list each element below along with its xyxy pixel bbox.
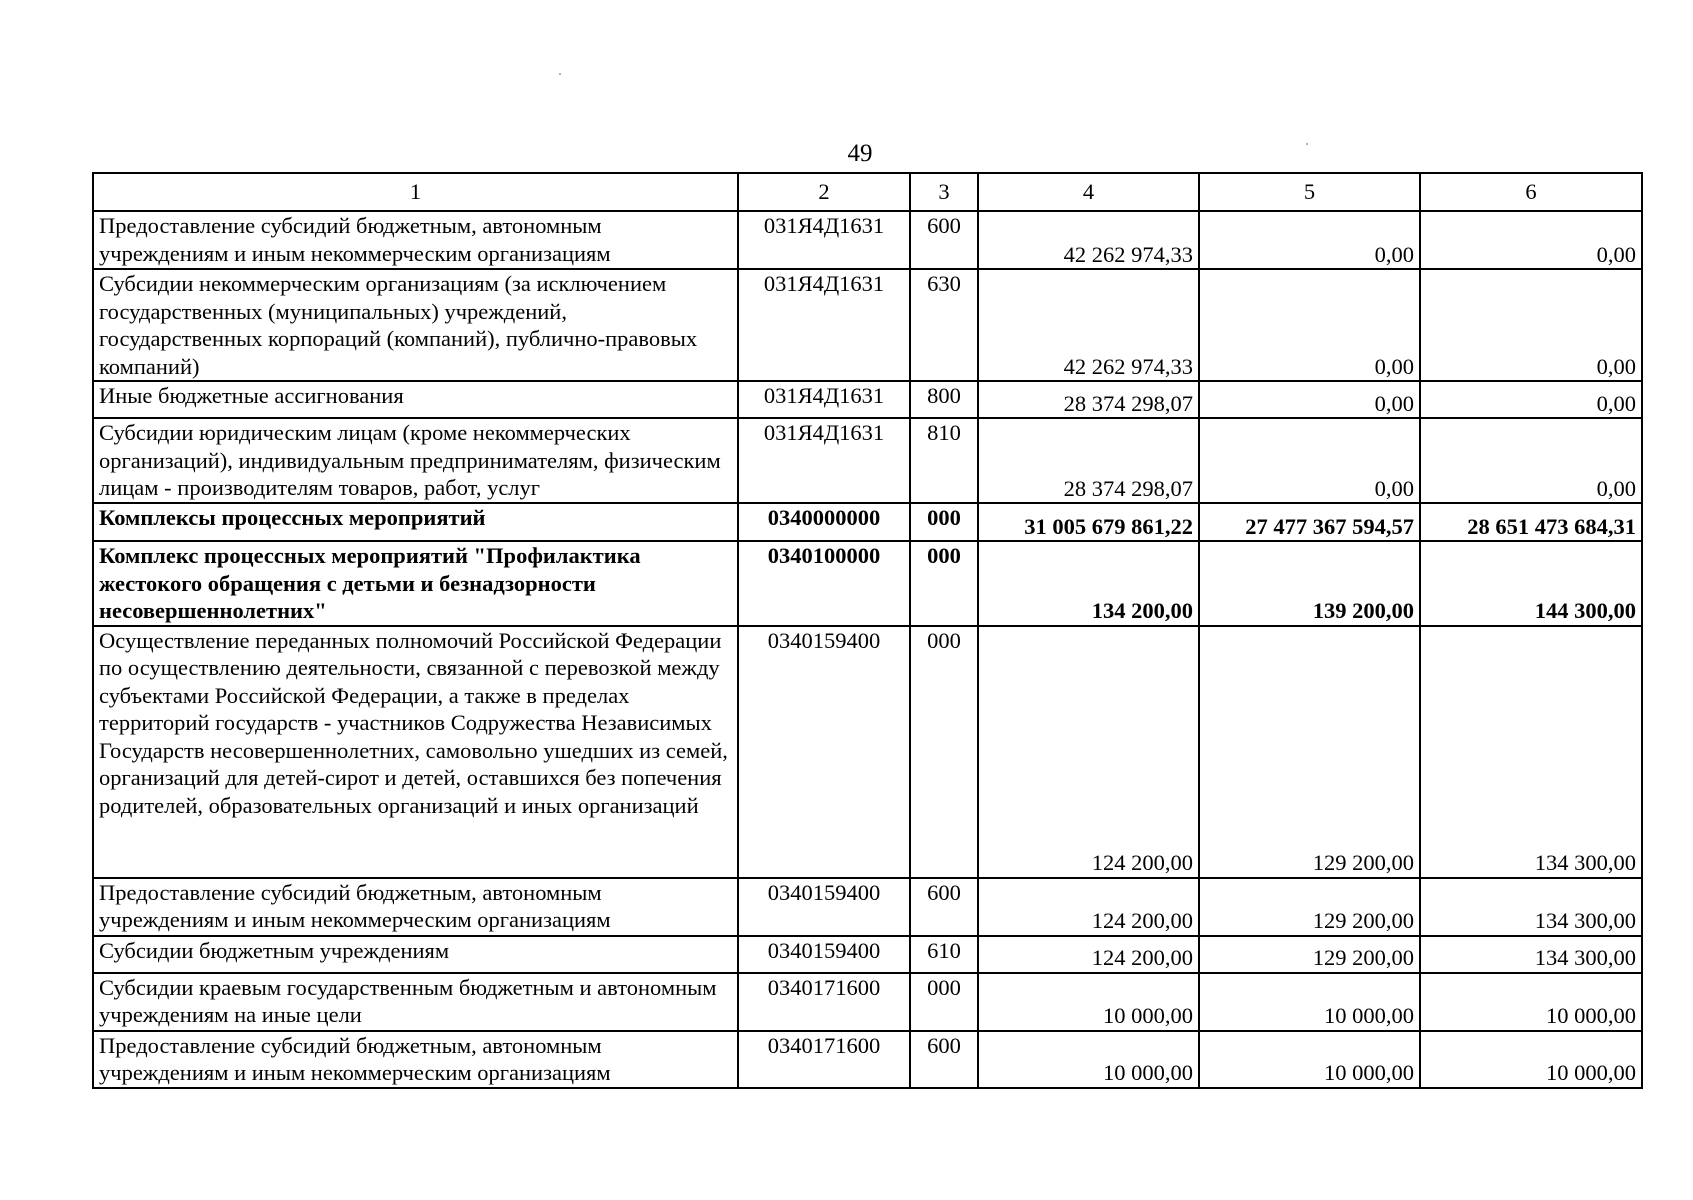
row-value-col6: 134 300,00 — [1420, 936, 1642, 973]
table-row — [93, 503, 1642, 541]
row-expense-type: 810 — [910, 418, 978, 503]
row-value-col6: 28 651 473 684,31 — [1420, 503, 1642, 541]
row-expense-type: 000 — [910, 503, 978, 541]
row-name: Предоставление субсидий бюджетным, автономным учреждениям и иным некоммерческим организациям — [93, 211, 738, 269]
row-expense-type: 610 — [910, 936, 978, 973]
column-header-5: 5 — [1199, 173, 1420, 211]
column-header-4: 4 — [978, 173, 1199, 211]
scan-speck — [559, 73, 561, 75]
row-value-col4: 42 262 974,33 — [978, 211, 1199, 269]
row-value-col4: 124 200,00 — [978, 936, 1199, 973]
row-value-col6: 144 300,00 — [1420, 541, 1642, 626]
row-target-code: 031Я4Д1631 — [738, 211, 910, 269]
page-number: 49 — [847, 140, 873, 167]
row-name: Предоставление субсидий бюджетным, автономным учреждениям и иным некоммерческим организациям — [93, 878, 738, 936]
table-row — [93, 541, 1642, 626]
table-row — [93, 211, 1642, 269]
row-value-col6: 10 000,00 — [1420, 973, 1642, 1031]
row-target-code: 0340171600 — [738, 973, 910, 1031]
row-value-col4: 10 000,00 — [978, 973, 1199, 1031]
row-target-code: 0340159400 — [738, 936, 910, 973]
row-target-code: 0340000000 — [738, 503, 910, 541]
column-header-1: 1 — [93, 173, 738, 211]
row-target-code: 0340100000 — [738, 541, 910, 626]
row-value-col6: 134 300,00 — [1420, 626, 1642, 878]
row-expense-type: 800 — [910, 381, 978, 418]
row-value-col6: 10 000,00 — [1420, 1031, 1642, 1088]
row-target-code: 031Я4Д1631 — [738, 269, 910, 381]
row-value-col4: 124 200,00 — [978, 878, 1199, 936]
row-expense-type: 600 — [910, 878, 978, 936]
row-value-col5: 0,00 — [1199, 269, 1420, 381]
row-value-col4: 28 374 298,07 — [978, 418, 1199, 503]
row-value-col5: 27 477 367 594,57 — [1199, 503, 1420, 541]
row-value-col5: 0,00 — [1199, 381, 1420, 418]
row-value-col5: 139 200,00 — [1199, 541, 1420, 626]
row-name: Субсидии краевым государственным бюджетным и автономным учреждениям на иные цели — [93, 973, 738, 1031]
row-name: Комплекс процессных мероприятий "Профилактика жестокого обращения с детьми и безнадзорности несовершеннолетних" — [93, 541, 738, 626]
table-row — [93, 936, 1642, 973]
row-target-code: 031Я4Д1631 — [738, 381, 910, 418]
row-value-col6: 0,00 — [1420, 211, 1642, 269]
row-expense-type: 000 — [910, 973, 978, 1031]
column-header-2: 2 — [738, 173, 910, 211]
row-expense-type: 600 — [910, 1031, 978, 1088]
row-target-code: 031Я4Д1631 — [738, 418, 910, 503]
row-value-col6: 0,00 — [1420, 418, 1642, 503]
row-expense-type: 630 — [910, 269, 978, 381]
table-header-row — [93, 173, 1642, 211]
table-row — [93, 1031, 1642, 1088]
row-name: Субсидии некоммерческим организациям (за исключением государственных (муниципальных) учреждений, государственных корпораций (компаний), публично-правовых компаний) — [93, 269, 738, 381]
row-value-col4: 10 000,00 — [978, 1031, 1199, 1088]
table-row — [93, 878, 1642, 936]
row-value-col5: 129 200,00 — [1199, 878, 1420, 936]
row-name: Комплексы процессных мероприятий — [93, 503, 738, 541]
row-value-col4: 31 005 679 861,22 — [978, 503, 1199, 541]
row-value-col5: 129 200,00 — [1199, 936, 1420, 973]
row-target-code: 0340171600 — [738, 1031, 910, 1088]
row-name: Предоставление субсидий бюджетным, автономным учреждениям и иным некоммерческим организациям — [93, 1031, 738, 1088]
row-value-col5: 10 000,00 — [1199, 973, 1420, 1031]
row-name: Субсидии юридическим лицам (кроме некоммерческих организаций), индивидуальным предпринимателям, физическим лицам - производителям товаров, работ, услуг — [93, 418, 738, 503]
table-row — [93, 418, 1642, 503]
row-target-code: 0340159400 — [738, 626, 910, 878]
table-row — [93, 626, 1642, 878]
table-row — [93, 381, 1642, 418]
row-value-col4: 124 200,00 — [978, 626, 1199, 878]
row-value-col5: 0,00 — [1199, 211, 1420, 269]
row-expense-type: 000 — [910, 541, 978, 626]
column-header-6: 6 — [1420, 173, 1642, 211]
table-row — [93, 269, 1642, 381]
column-header-3: 3 — [910, 173, 978, 211]
row-value-col4: 28 374 298,07 — [978, 381, 1199, 418]
row-expense-type: 600 — [910, 211, 978, 269]
row-name: Иные бюджетные ассигнования — [93, 381, 738, 418]
row-name: Осуществление переданных полномочий Российской Федерации по осуществлению деятельности, связанной с перевозкой между субъектами Российской Федерации, а также в пределах территорий государств - участников Содружества Независимых Государств несовершеннолетних, самовольно ушедших из семей, организаций для детей-сирот и детей, оставшихся без попечения родителей, образовательных организаций и иных организаций — [93, 626, 738, 878]
table-row — [93, 973, 1642, 1031]
row-value-col6: 0,00 — [1420, 381, 1642, 418]
row-value-col6: 134 300,00 — [1420, 878, 1642, 936]
row-value-col4: 134 200,00 — [978, 541, 1199, 626]
row-value-col6: 0,00 — [1420, 269, 1642, 381]
row-value-col5: 0,00 — [1199, 418, 1420, 503]
row-name: Субсидии бюджетным учреждениям — [93, 936, 738, 973]
row-target-code: 0340159400 — [738, 878, 910, 936]
row-expense-type: 000 — [910, 626, 978, 878]
row-value-col5: 10 000,00 — [1199, 1031, 1420, 1088]
row-value-col5: 129 200,00 — [1199, 626, 1420, 878]
row-value-col4: 42 262 974,33 — [978, 269, 1199, 381]
budget-table — [92, 172, 1643, 1089]
